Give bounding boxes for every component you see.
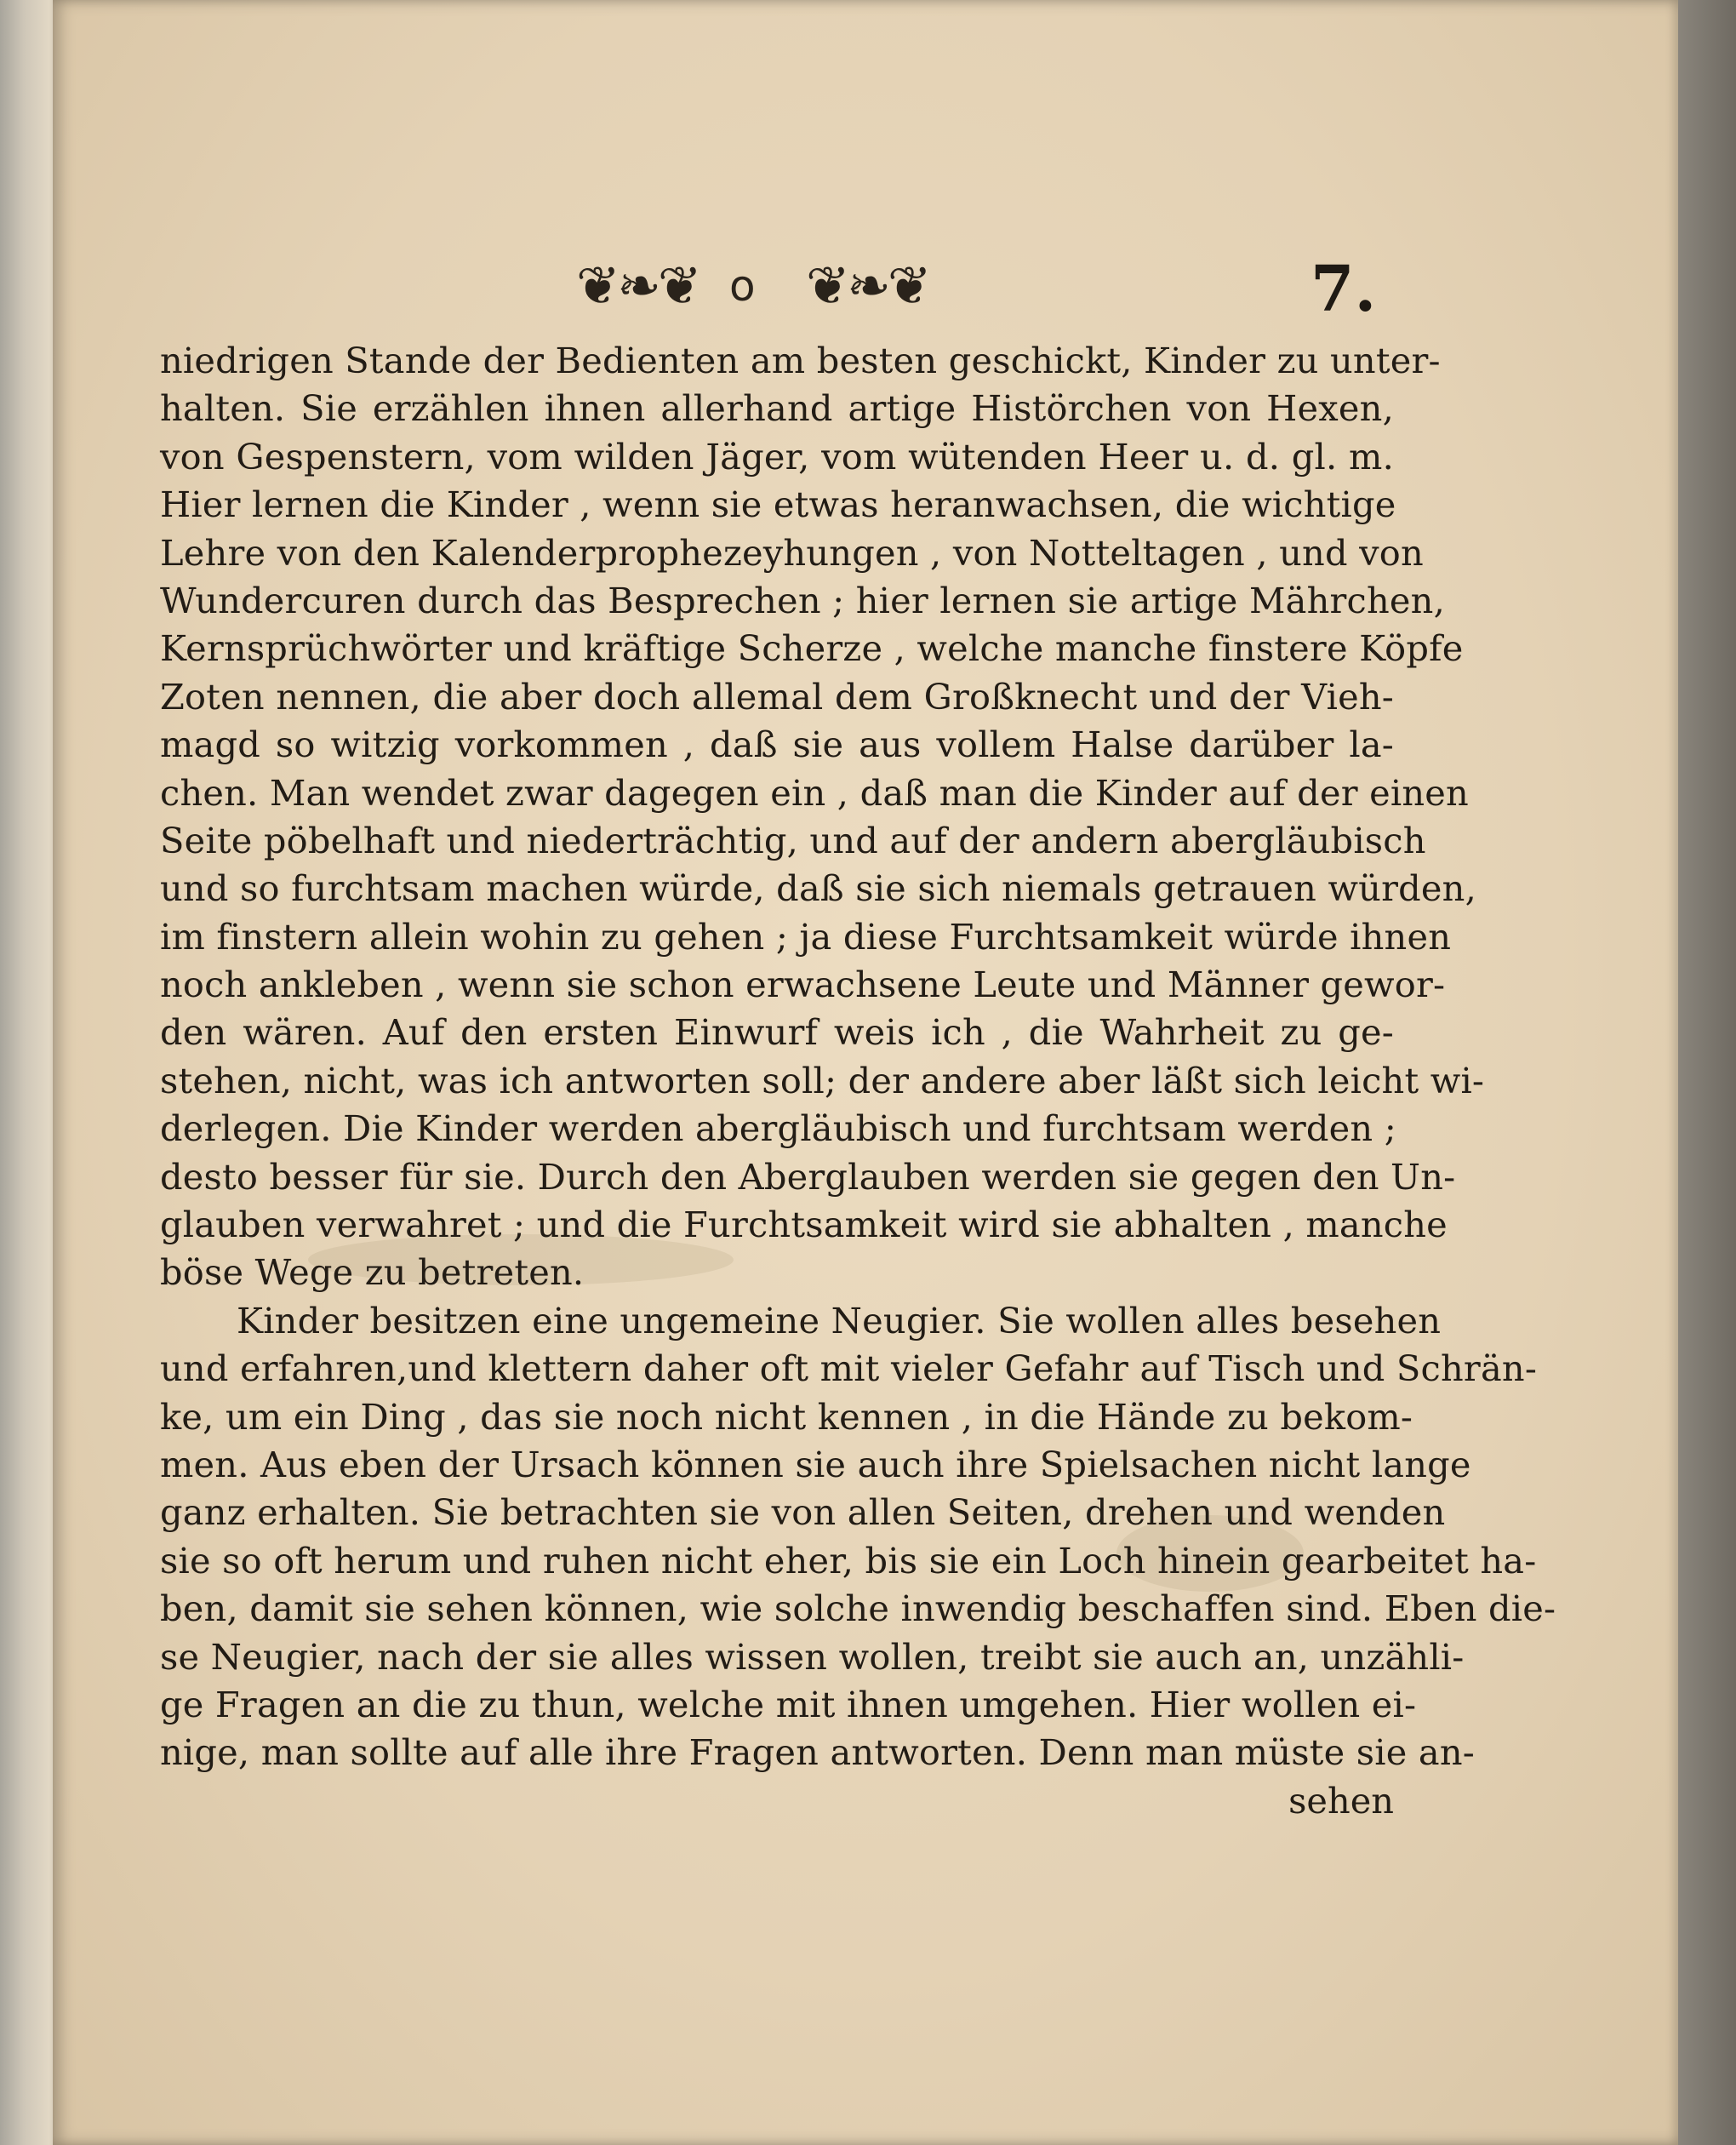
text-line: ge Fragen an die zu thun, welche mit ihnen umgehen. Hier wollen ei- (160, 1683, 1417, 1725)
text-line: stehen, nicht, was ich antworten soll; der andere aber läßt sich leicht wi- (160, 1059, 1485, 1101)
text-line: se Neugier, nach der sie alles wissen wollen, treibt sie auch an, unzähli- (160, 1635, 1465, 1678)
text-line: Zoten nennen, die aber doch allemal dem Großknecht und der Vieh- (160, 675, 1394, 718)
text-line: Wundercuren durch das Besprechen ; hier lernen sie artige Mährchen, (160, 579, 1445, 621)
page-number: 7. (1311, 253, 1377, 326)
text-line: niedrigen Stande der Bedienten am besten geschickt, Kinder zu unter- (160, 340, 1441, 381)
text-line: desto besser für sie. Durch den Aberglauben werden sie gegen den Un- (160, 1155, 1456, 1198)
background-edge (1678, 0, 1736, 2145)
text-line: ke, um ein Ding , das sie noch nicht kennen , in die Hände zu bekom- (160, 1395, 1413, 1438)
text-line: halten. Sie erzählen ihnen allerhand artige Histörchen von Hexen, (160, 387, 1394, 430)
text-line: derlegen. Die Kinder werden abergläubisch und furchtsam werden ; (160, 1107, 1396, 1150)
text-line: men. Aus eben der Ursach können sie auch ihre Spielsachen nicht lange (160, 1443, 1471, 1485)
text-line: den wären. Auf den ersten Einwurf weis ich , die Wahrheit zu ge- (160, 1011, 1394, 1054)
text-line: glauben verwahret ; und die Furchtsamkeit wird sie abhalten , manche (160, 1204, 1448, 1246)
text-line: Kernsprüchwörter und kräftige Scherze , welche manche finstere Köpfe (160, 627, 1464, 670)
text-line: von Gespenstern, vom wilden Jäger, vom wütenden Heer u. d. gl. m. (160, 435, 1394, 478)
text-line: Seite pöbelhaft und niederträchtig, und auf der andern abergläubisch (160, 819, 1426, 861)
text-line: magd so witzig vorkommen , daß sie aus vollem Halse darüber la- (160, 724, 1394, 766)
text-line: und erfahren,und klettern daher oft mit vieler Gefahr auf Tisch und Schrän- (160, 1347, 1538, 1390)
paragraph-end-line: böse Wege zu betreten. (160, 1251, 585, 1294)
catchword: sehen (1288, 1779, 1394, 1822)
body-text (160, 337, 1556, 1825)
text-line: und so furchtsam machen würde, daß sie sich niemals getrauen würden, (160, 867, 1476, 910)
paragraph-start-line: Kinder besitzen eine ungemeine Neugier. Sie wollen alles besehen (237, 1299, 1442, 1341)
text-line: Hier lernen die Kinder , wenn sie etwas heranwachsen, die wichtige (160, 483, 1396, 526)
book-page (53, 0, 1678, 2145)
running-header (53, 252, 1678, 326)
text-line: Lehre von den Kalenderprophezeyhungen , von Notteltagen , und von (160, 531, 1424, 574)
text-line: ganz erhalten. Sie betrachten sie von allen Seiten, drehen und wenden (160, 1491, 1446, 1534)
text-line: ben, damit sie sehen können, wie solche inwendig beschaffen sind. Eben die- (160, 1587, 1556, 1630)
text-line: noch ankleben , wenn sie schon erwachsene Leute und Männer gewor- (160, 964, 1446, 1006)
ornament-right-icon: ❦❧❦ (806, 255, 928, 317)
text-line: nige, man sollte auf alle ihre Fragen antworten. Denn man müste sie an- (160, 1731, 1475, 1774)
text-line: sie so oft herum und ruhen nicht eher, bis sie ein Loch hinein gearbeitet ha- (160, 1539, 1537, 1582)
ornament-center-icon: o (729, 261, 752, 311)
text-line: im finstern allein wohin zu gehen ; ja diese Furchtsamkeit würde ihnen (160, 915, 1452, 958)
ornament-left-icon: ❦❧❦ (576, 255, 699, 317)
text-line: chen. Man wendet zwar dagegen ein , daß man die Kinder auf der einen (160, 771, 1469, 814)
